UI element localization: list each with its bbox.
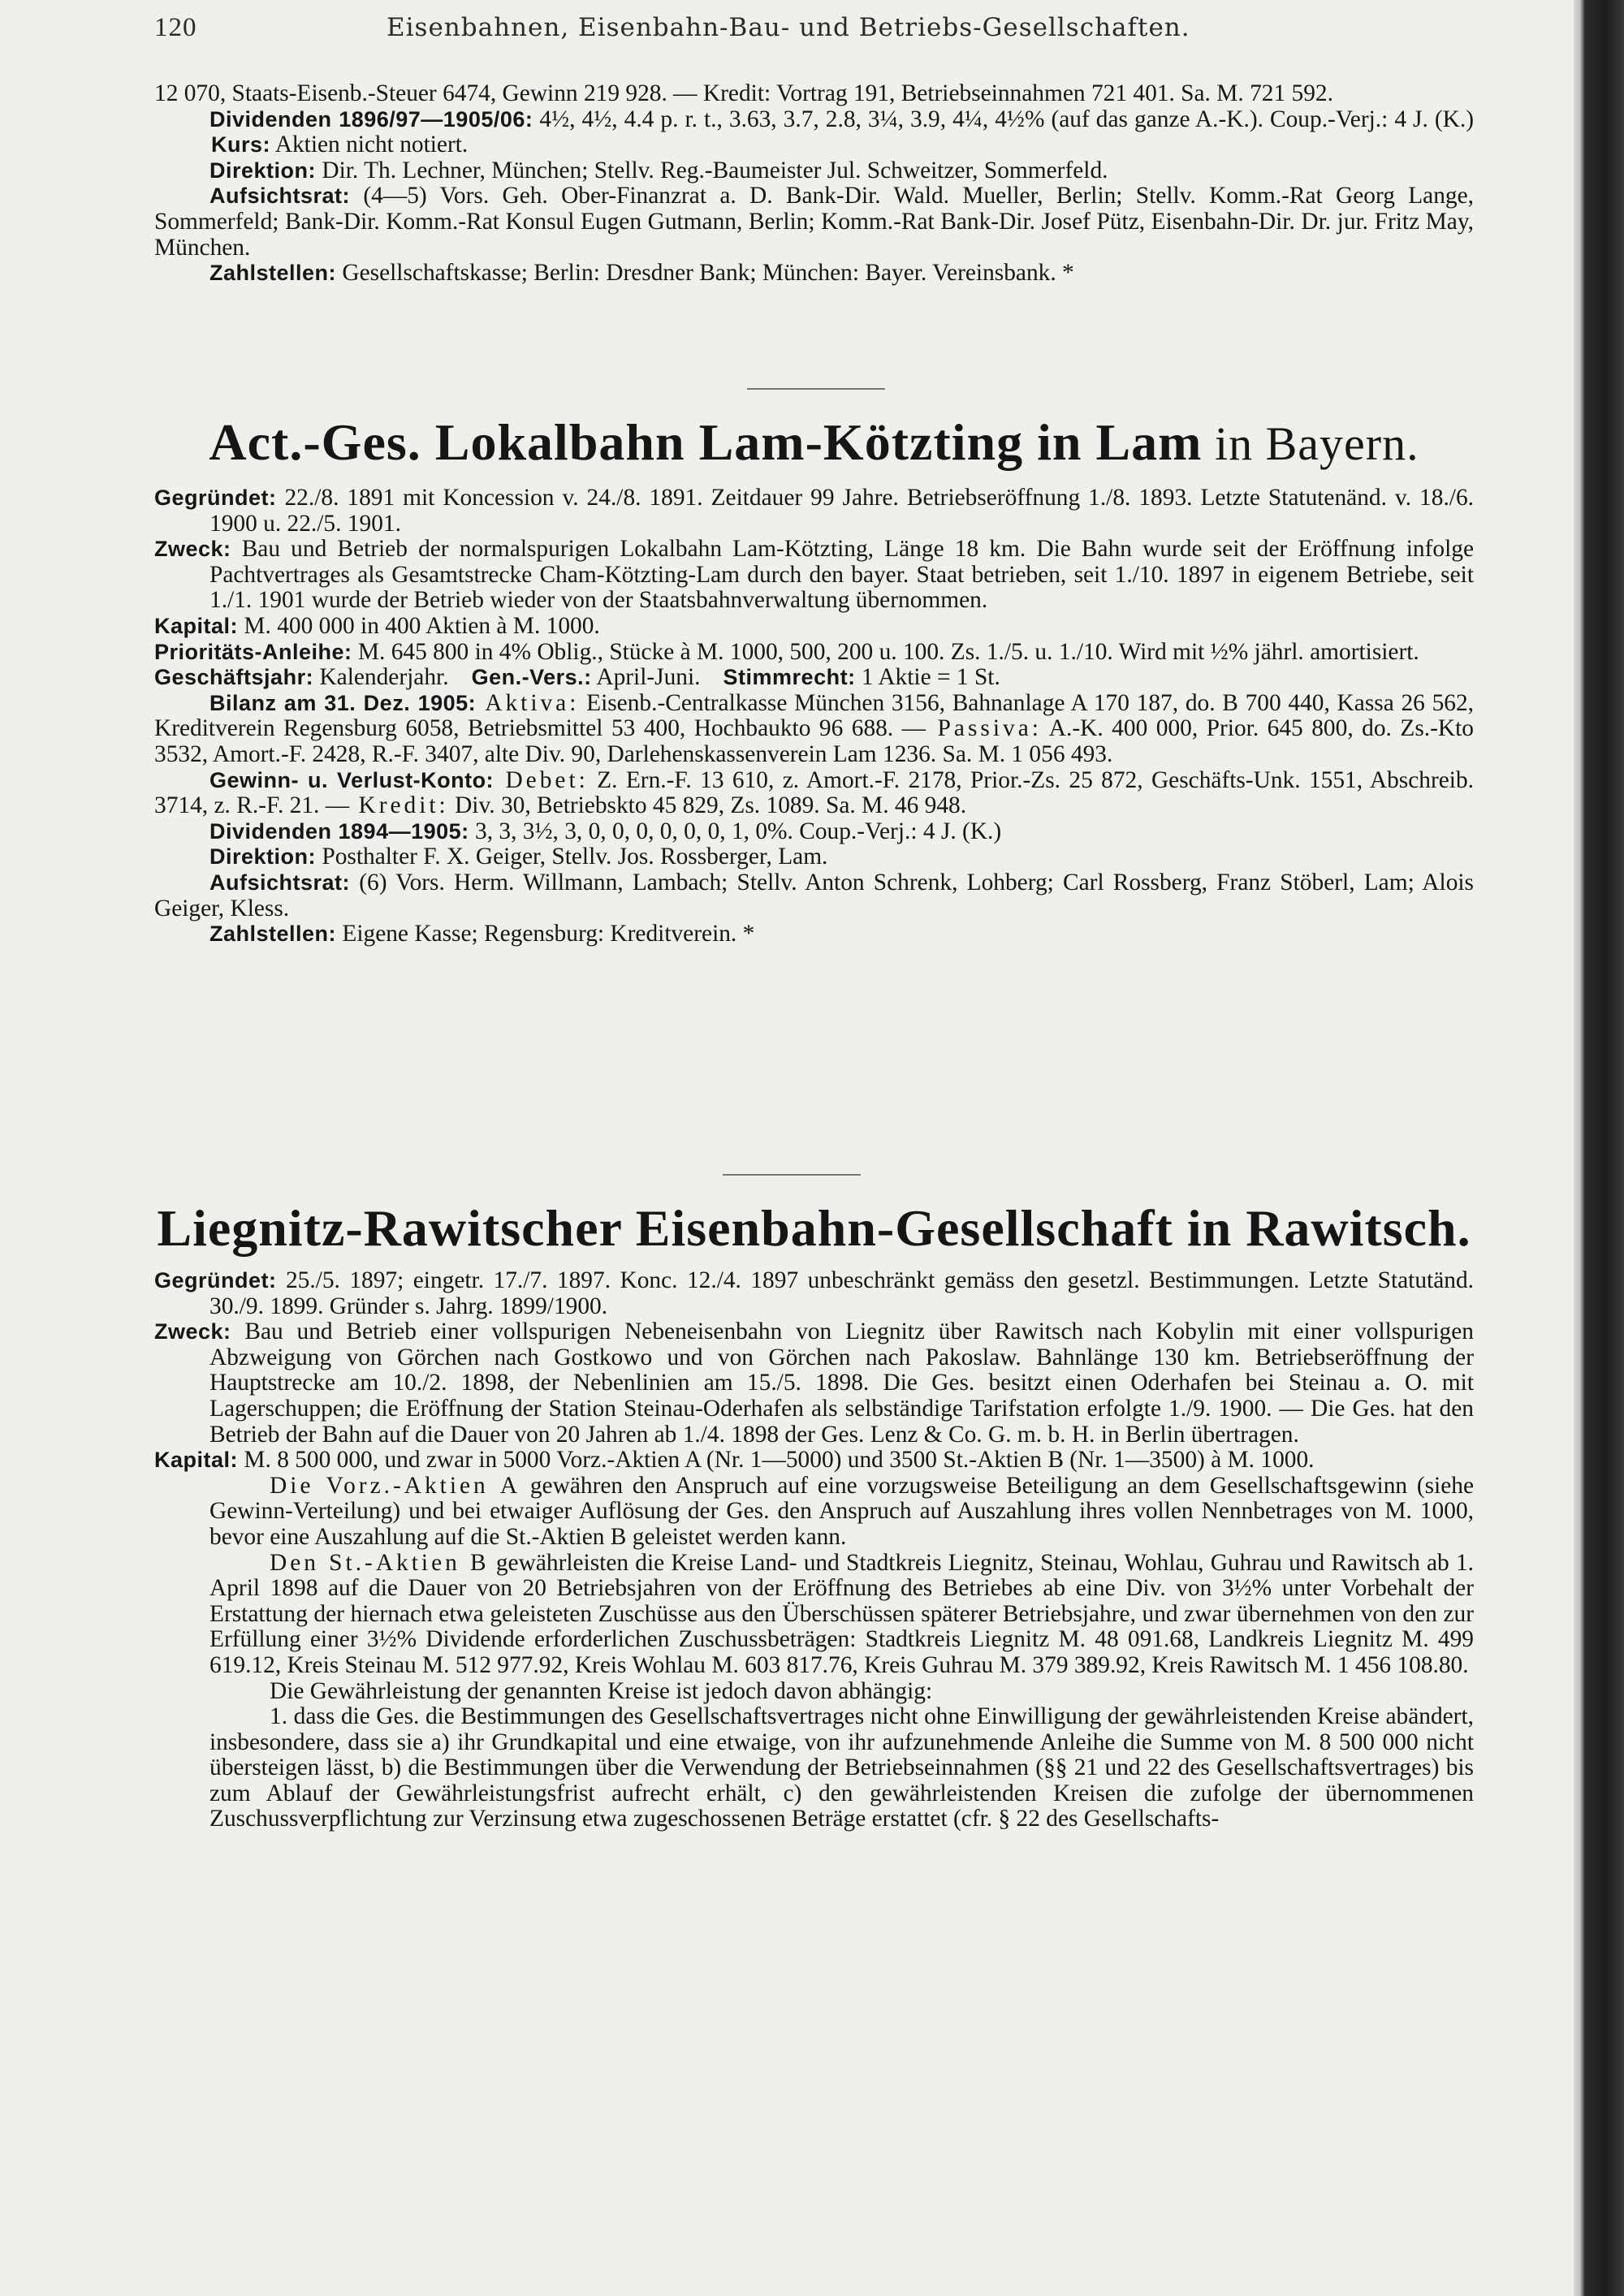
- zahlstellen-paragraph: [154, 921, 1474, 947]
- gen-vers-text: April-Juni.: [591, 664, 701, 691]
- label-bilanz: Bilanz am 31. Dez. 1905:: [209, 690, 477, 715]
- gegruendet-text: 22./8. 1891 mit Koncession v. 24./8. 1891. Zeitdauer 99 Jahre. Betriebseröffnung 1./8. 1893. Letzte Statutenänd. v. 18./6. 1900 u. 22./5. 1901.: [209, 485, 1474, 537]
- dividends-paragraph: [154, 107, 1474, 158]
- label-debet: Debet:: [494, 766, 589, 793]
- geschaeftsjahr-paragraph: [154, 665, 1474, 691]
- label-zweck: Zweck:: [154, 537, 231, 562]
- st-aktien-text: gewährleisten die Kreise Land- und Stadtkreis Liegnitz, Steinau, Wohlau, Guhrau und Rawitsch ab 1. April 1898 auf die Dauer von 20 Betriebsjahren von der Eröffnung des Betriebes ab eine Div. von 3½% unter Vorbehalt der Erstattung der hiernach etwa geleisteten Zuschüsse aus den Überschüssen späterer Betriebsjahre, und zwar übernehmen von den zur Erfüllung einer 3½% Dividende erforderlichen Zuschussbeträgen: Stadtkreis Liegnitz M. 48 091.68, Landkreis Liegnitz M. 499 619.12, Kreis Steinau M. 512 977.92, Kreis Wohlau M. 603 817.76, Kreis Guhrau M. 379 389.92, Kreis Rawitsch M. 1 456 108.80.: [209, 1549, 1474, 1678]
- direktion-paragraph: [154, 158, 1474, 184]
- label-zahlstellen: Zahlstellen:: [209, 921, 337, 947]
- label-gegruendet: Gegründet:: [154, 486, 277, 510]
- entry-lam: [154, 486, 1474, 947]
- kredit-text: Div. 30, Betriebskto 45 829, Zs. 1089. Sa. M. 46 948.: [448, 792, 967, 819]
- bedingung-1-paragraph: 1. dass die Ges. die Bestimmungen des Gesellschaftsvertrages nicht ohne Einwilligung der gewährleistenden Kreise abändert, insbesondere, dass sie a) ihr Grundkapital und eine etwaige, von ihr aufzunehmende Anleihe die Summe von M. 8 500 000 nicht übersteigen lässt, b) die Bestimmungen über die Verwendung der Betriebseinnahmen (§§ 21 und 22 des Gesellschaftsvertrages) bis zum Ablauf der Gewährleistungsfrist aufrecht erhält, c) den gewährleistenden Kreisen die zufolge der übernommenen Zuschussverpflichtung zur Verzinsung etwa zugeschossenen Beträge erstattet (cfr. § 22 des Gesellschafts-: [209, 1703, 1474, 1832]
- kapital-paragraph: [154, 1448, 1474, 1474]
- zahlstellen-paragraph: [154, 261, 1474, 287]
- direktion-text: Posthalter F. X. Geiger, Stellv. Jos. Rossberger, Lam.: [316, 844, 828, 870]
- zweck-text: Bau und Betrieb der normalspurigen Lokalbahn Lam-Kötzting, Länge 18 km. Die Bahn wurde seit der Eröffnung infolge Pachtvertrages als Gesamtstrecke Cham-Kötzting-Lam durch den bayer. Staat betrieben, seit 1./10. 1897 in eigenem Betriebe, seit 1./1. 1901 wurde der Betrieb wieder von der Staatsbahnverwaltung übernommen.: [209, 536, 1474, 614]
- bilanz-paragraph: [154, 691, 1474, 768]
- label-aufsichtsrat: Aufsichtsrat:: [209, 870, 351, 895]
- label-kredit: Kredit:: [349, 792, 449, 819]
- geschaeftsjahr-text: Kalenderjahr.: [313, 664, 449, 691]
- entry-continuation-text: 12 070, Staats-Eisenb.-Steuer 6474, Gewinn 219 928. — Kredit: Vortrag 191, Betriebseinnahmen 721 401. Sa. M. 721 592.: [154, 80, 1333, 106]
- kapital-paragraph: [154, 614, 1474, 640]
- label-geschaeftsjahr: Geschäftsjahr:: [154, 665, 314, 690]
- label-gewinn-verlust-konto: Gewinn- u. Verlust-Konto:: [209, 767, 495, 792]
- prioritaets-anleihe-text: M. 645 800 in 4% Oblig., Stücke à M. 1000, 500, 200 u. 100. Zs. 1./5. u. 1./10. Wird mit ½% jährl. amortisiert.: [352, 638, 1419, 665]
- entry-title-lam: [154, 412, 1474, 473]
- stimmrecht-text: 1 Aktie = 1 St.: [855, 664, 1000, 691]
- label-passiva: Passiva:: [926, 715, 1042, 742]
- aufsichtsrat-paragraph: [154, 870, 1474, 921]
- continued-entry: [154, 81, 1474, 287]
- gewinn-verlust-paragraph: [154, 768, 1474, 819]
- aufsichtsrat-text: (6) Vors. Herm. Willmann, Lambach; Stellv. Anton Schrenk, Lohberg; Carl Rossberg, Franz Stöberl, Lam; Alois Geiger, Kless.: [154, 869, 1474, 921]
- label-direktion: Direktion:: [209, 844, 317, 870]
- label-aktiva: Aktiva:: [476, 689, 580, 716]
- label-prioritaets-anleihe: Prioritäts-Anleihe:: [154, 639, 352, 664]
- label-stimmrecht: Stimmrecht:: [723, 665, 856, 690]
- section-divider: [747, 388, 885, 390]
- dividends-text: 4½, 4½, 4.4 p. r. t., 3.63, 3.7, 2.8, 3¼, 3.9, 4¼, 4½% (auf das ganze A.-K.). Coup.-Verj.: 4 J. (K.): [533, 106, 1474, 132]
- kurs-text: Aktien nicht notiert.: [270, 132, 469, 158]
- vorz-aktien-text: gewähren den Anspruch auf eine vorzugsweise Beteiligung an dem Gesellschaftsgewinn (siehe Gewinn-Verteilung) und bei etwaiger Auflösung der Ges. den Anspruch auf Auszahlung ihres vollen Nennbetrages von M. 1000, bevor eine Auszahlung auf die St.-Aktien B geleistet werden kann.: [209, 1472, 1475, 1550]
- st-aktien-paragraph: [154, 1551, 1474, 1679]
- label-kurs: Kurs:: [211, 132, 271, 158]
- direktion-text: Dir. Th. Lechner, München; Stellv. Reg.-Baumeister Jul. Schweitzer, Sommerfeld.: [316, 157, 1108, 183]
- entry-title-main: Act.-Ges. Lokalbahn Lam-Kötzting in Lam: [209, 413, 1203, 471]
- zweck-text: Bau und Betrieb einer vollspurigen Nebeneisenbahn von Liegnitz über Rawitsch nach Kobylin mit einer vollspurigen Abzweigung von Görchen nach Gostkowo und von Görchen nach Pakoslaw. Bahnlänge 130 km. Betriebseröffnung der Hauptstrecke am 10./2. 1898, der Nebenlinien am 15./5. 1898. Die Ges. besitzt einen Oderhafen bei Steinau a. O. mit Lagerschuppen; die Eröffnung der Station Steinau-Oderhafen als selbständige Tarifstation erfolgte 1./9. 1900. — Die Ges. hat den Betrieb der Bahn auf die Dauer von 20 Jahren ab 1./4. 1898 der Ges. Lenz & Co. G. m. b. H. in Berlin übertragen.: [209, 1318, 1474, 1448]
- vorz-aktien-lead: Die Vorz.-Aktien A: [270, 1472, 521, 1499]
- kapital-text: M. 8 500 000, und zwar in 5000 Vorz.-Aktien A (Nr. 1—5000) und 3500 St.-Aktien B (Nr. 1—3500) à M. 1000.: [238, 1447, 1315, 1474]
- label-direktion: Direktion:: [209, 158, 317, 183]
- section-divider: [723, 1174, 861, 1176]
- dividenden-text: 3, 3, 3½, 3, 0, 0, 0, 0, 0, 0, 1, 0%. Coup.-Verj.: 4 J. (K.): [469, 818, 1002, 844]
- dividenden-paragraph: [154, 819, 1474, 845]
- passiva-text: A.-K. 400 000, Prior. 645 800, do. Zs.-Kto 3532, Amort.-F. 2428, R.-F. 3407, alte Div. 90, Darlehenskassenverein Lam 1236. Sa. M. 1 056 493.: [154, 715, 1474, 767]
- gegruendet-text: 25./5. 1897; eingetr. 17./7. 1897. Konc. 12./4. 1897 unbeschränkt gemäss den gesetzl. Bestimmungen. Letzte Statutänd. 30./9. 1899. Gründer s. Jahrg. 1899/1900.: [209, 1267, 1474, 1319]
- label-aufsichtsrat: Aufsichtsrat:: [209, 183, 351, 209]
- zahlstellen-text: Eigene Kasse; Regensburg: Kreditverein. *: [336, 921, 755, 947]
- entry-title-liegnitz-rawitsch: Liegnitz-Rawitscher Eisenbahn-Gesellschaft in Rawitsch.: [157, 1199, 1471, 1257]
- label-zweck: Zweck:: [154, 1319, 231, 1344]
- label-kapital: Kapital:: [154, 613, 239, 638]
- label-kapital: Kapital:: [154, 1448, 239, 1473]
- entry-title-location: in Bayern.: [1202, 417, 1419, 470]
- zweck-paragraph: [154, 1319, 1474, 1448]
- zahlstellen-text: Gesellschaftskasse; Berlin: Dresdner Bank; München: Bayer. Vereinsbank. *: [336, 260, 1074, 287]
- gewaehrleistung-paragraph: Die Gewährleistung der genannten Kreise ist jedoch davon abhängig:: [270, 1677, 933, 1704]
- kapital-text: M. 400 000 in 400 Aktien à M. 1000.: [238, 612, 600, 639]
- zweck-paragraph: [154, 537, 1474, 614]
- running-title: Eisenbahnen, Eisenbahn-Bau- und Betriebs-Gesellschaften.: [387, 13, 1190, 42]
- label-dividenden: Dividenden 1896/97—1905/06:: [209, 106, 533, 132]
- label-dividenden: Dividenden 1894—1905:: [209, 818, 469, 844]
- gegruendet-paragraph: [154, 1268, 1474, 1319]
- label-zahlstellen: Zahlstellen:: [209, 261, 337, 286]
- gegruendet-paragraph: [154, 486, 1474, 537]
- aufsichtsrat-paragraph: [154, 183, 1474, 261]
- label-gegruendet: Gegründet:: [154, 1268, 277, 1293]
- entry-liegnitz-rawitsch: [154, 1268, 1474, 1832]
- st-aktien-lead: Den St.-Aktien B: [270, 1549, 490, 1576]
- aufsichtsrat-text: (4—5) Vors. Geh. Ober-Finanzrat a. D. Bank-Dir. Wald. Mueller, Berlin; Stellv. Komm.-Rat Georg Lange, Sommerfeld; Bank-Dir. Komm.-Rat Konsul Eugen Gutmann, Berlin; Komm.-Rat Bank-Dir. Josef Pütz, Eisenbahn-Dir. Dr. jur. Fritz May, München.: [154, 183, 1474, 261]
- prioritaets-anleihe-paragraph: [154, 640, 1474, 666]
- page-number: 120: [154, 13, 197, 42]
- page-binding-edge: [1574, 0, 1624, 2296]
- direktion-paragraph: [154, 844, 1474, 870]
- aktiva-text: Eisenb.-Centralkasse München 3156, Bahnanlage A 170 187, do. B 700 440, Kassa 26 562, Kreditverein Regensburg 6058, Betriebsmittel 53 400, Hochbaukto 96 688. —: [154, 689, 1474, 742]
- vorz-aktien-paragraph: [154, 1474, 1474, 1551]
- label-gen-vers: Gen.-Vers.:: [471, 665, 592, 690]
- debet-text: Z. Ern.-F. 13 610, z. Amort.-F. 2178, Prior.-Zs. 25 872, Geschäfts-Unk. 1551, Abschreib. 3714, z. R.-F. 21. —: [154, 766, 1474, 819]
